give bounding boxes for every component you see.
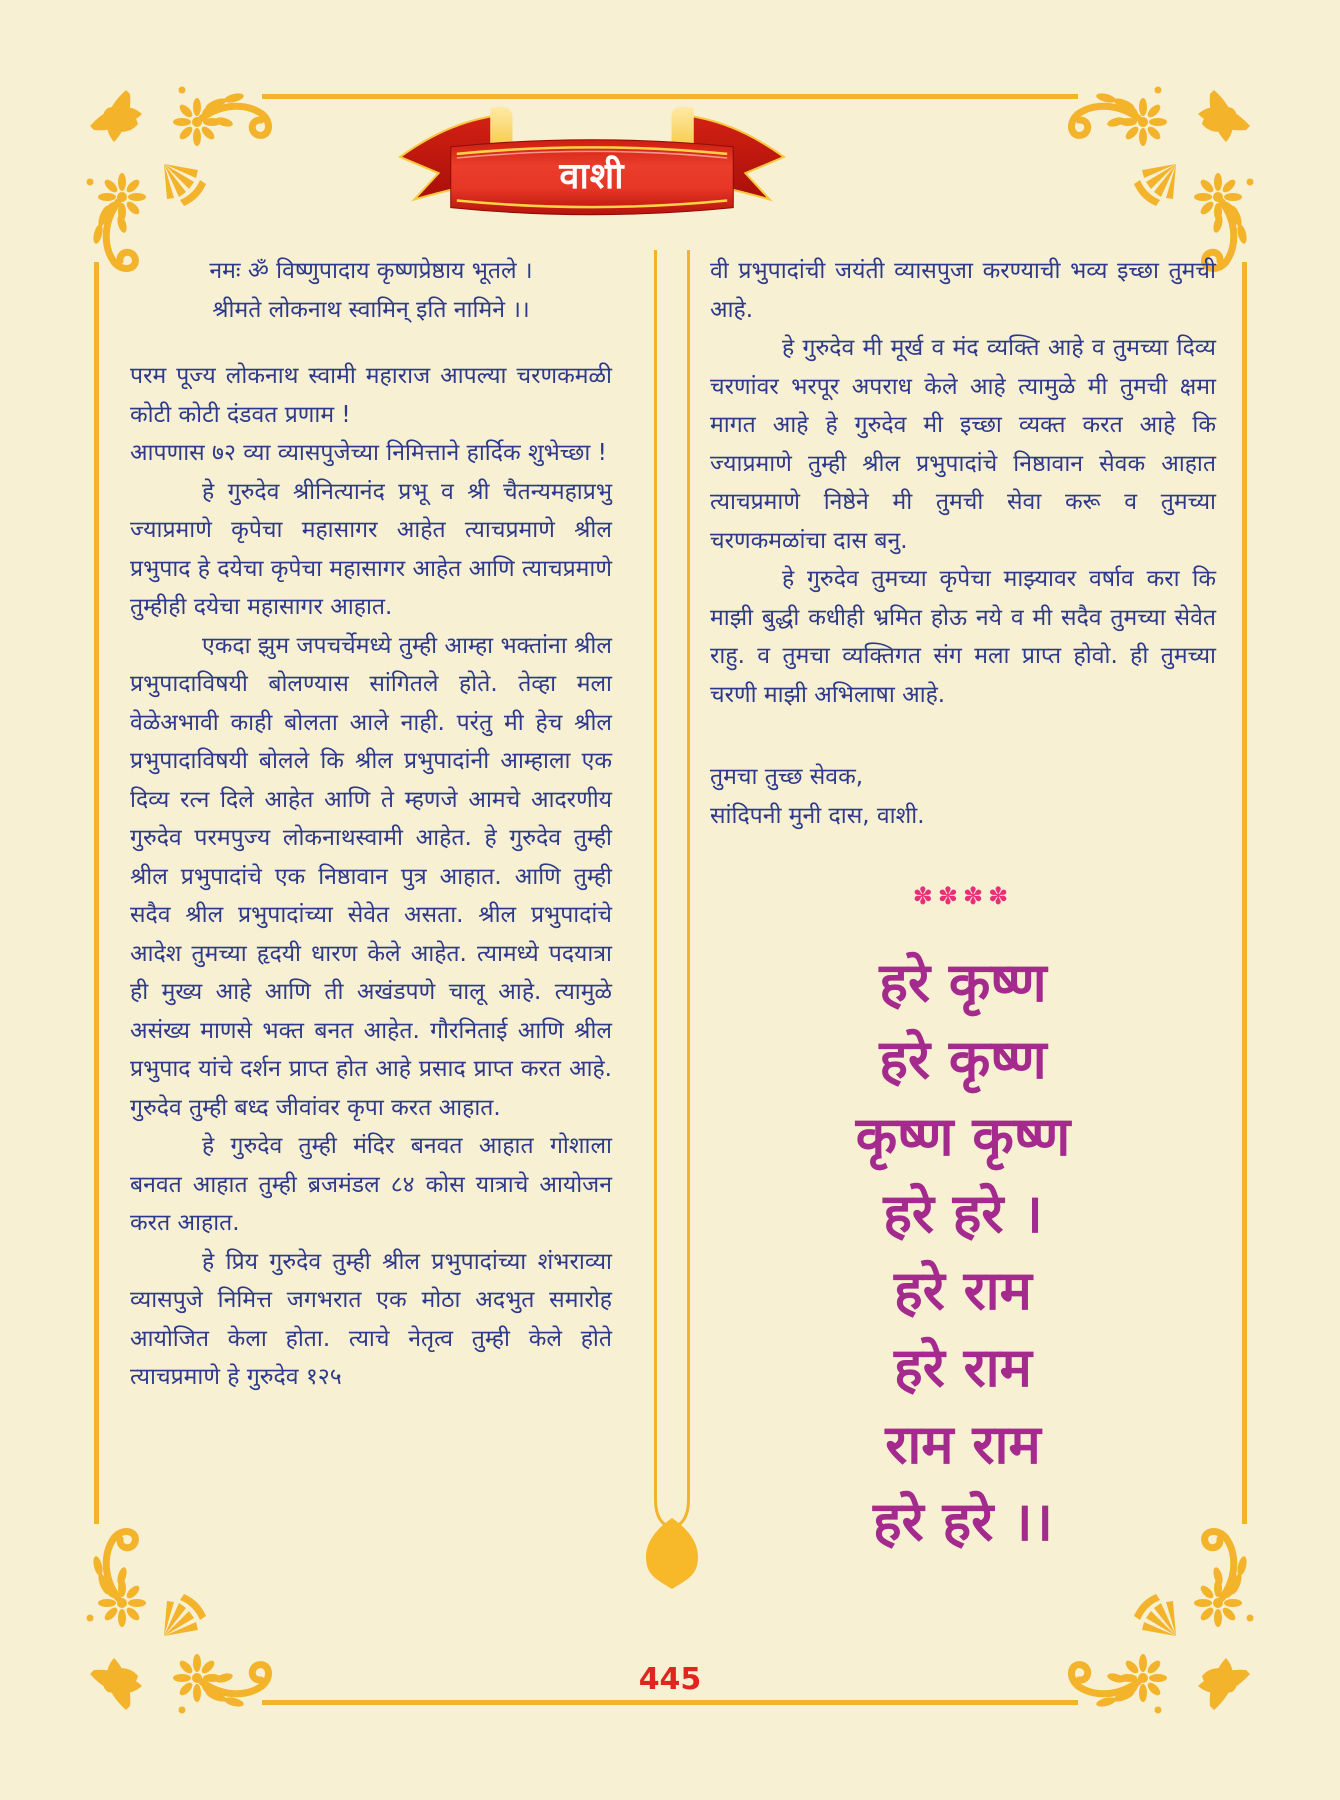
mantra-line: हरे हरे ।। [872,1488,1054,1553]
page-title: वाशी [559,156,625,197]
paragraph: हे गुरुदेव मी मूर्ख व मंद व्यक्ति आहे व तुमच्या दिव्य चरणांवर भरपूर अपराध केले आहे त्यामुळे मी तुमची क्षमा मागत आहे हे गुरुदेव मी इच्छा व्यक्त करत आहे कि ज्याप्रमाणे तुम्ही श्रील प्रभुपादांचे निष्ठावान सेवक आहात त्याचप्रमाणे निष्ठेने मी तुमची सेवा करू व तुमच्या चरणकमळांचा दास बनु. [710,335,1216,554]
paragraph: एकदा झुम जपचर्चेमध्ये तुम्ही आम्हा भक्तांना श्रील प्रभुपादाविषयी बोलण्यास सांगितले होते. तेव्हा मला वेळेअभावी काही बोलता आले नाही. परंतु मी हेच श्रील प्रभुपादाविषयी बोलले कि श्रील प्रभुपादांनी आम्हाला एक दिव्य रत्न दिले आहेत आणि ते म्हणजे आमचे आदरणीय गुरुदेव परमपुज्य लोकनाथस्वामी आहेत. हे गुरुदेव तुम्ही श्रील प्रभुपादांचे एक निष्ठावान पुत्र आहात. आणि तुम्ही सदैव श्रील प्रभुपादांच्या सेवेत असता. श्रील प्रभुपादांचे आदेश तुमच्या हृदयी धारण केले आहेत. त्यामध्ये पदयात्रा ही मुख्य आहे आणि ती अखंडपणे चालू आहे. त्यामुळे असंख्य माणसे भक्त बनत आहेत. गौरनिताई आणि श्रील प्रभुपाद यांचे दर्शन प्राप्त होत आहे प्रसाद प्राप्त करत आहे. गुरुदेव तुम्ही बध्द जीवांवर कृपा करत आहात. [130,632,612,1121]
border-line-right [1242,262,1247,1524]
hare-krishna-mantra [710,944,1216,1560]
asterisk-separator: ✽✽✽✽ [912,882,1014,910]
paragraph: परम पूज्य लोकनाथ स्वामी महाराज आपल्या चरणकमळी कोटी कोटी दंडवत प्रणाम ! [130,363,612,428]
left-text-column [130,252,612,1397]
corner-flourish-icon [64,1521,279,1736]
border-line-left [94,262,99,1524]
signature-block [710,758,1216,835]
border-line-bottom [262,1700,1078,1705]
invocation-line: श्रीमते लोकनाथ स्वामिन् इति नामिने ।। [212,296,530,323]
paragraph: हे गुरुदेव तुम्ही मंदिर बनवत आहात गोशाला बनवत आहात तुम्ही ब्रजमंडल ८४ कोस यात्राचे आयोजन करत आहात. [130,1133,612,1236]
border-line-top [262,94,1078,99]
paragraph: आपणास ७२ व्या व्यासपुजेच्या निमित्ताने हार्दिक शुभेच्छा ! [130,440,607,466]
right-text-column [710,252,1216,1560]
page-number: 445 [638,1662,702,1697]
mantra-line: हरे कृष्ण [879,949,1047,1014]
mantra-line: हरे राम [894,1334,1032,1399]
invocation-verse [130,252,612,329]
paragraph: हे गुरुदेव तुमच्या कृपेचा माझ्यावर वर्षाव करा कि माझी बुद्धी कधीही भ्रमित होऊ नये व मी सदैव तुमच्या सेवेत राहु. व तुमचा व्यक्तिगत संग मला प्राप्त होवो. ही तुमच्या चरणी माझी अभिलाषा आहे. [710,566,1216,708]
mantra-line: राम राम [885,1411,1041,1476]
mantra-line: हरे राम [894,1257,1032,1322]
corner-flourish-icon [1061,64,1276,279]
paragraph: हे प्रिय गुरुदेव तुम्ही श्रील प्रभुपादांच्या शंभराव्या व्यासपुजे निमित्त जगभरात एक मोठा अदभुत समारोह आयोजित केला होता. त्याचे नेतृत्व तुम्ही केले होते त्याचप्रमाणे हे गुरुदेव १२५ [130,1248,612,1390]
invocation-line: नमः ॐ विष्णुपादाय कृष्णप्रेष्ठाय भूतले । [209,258,533,284]
paragraph: हे गुरुदेव श्रीनित्यानंद प्रभू व श्री चैतन्यमहाप्रभु ज्याप्रमाणे कृपेचा महासागर आहेत त्याचप्रमाणे श्रील प्रभुपाद हे दयेचा कृपेचा महासागर आहेत आणि त्याचप्रमाणे तुम्हीही दयेचा महासागर आहात. [130,478,612,620]
signature-line: तुमचा तुच्छ सेवक, [710,764,864,790]
corner-flourish-icon [64,64,279,279]
mantra-line: हरे हरे । [883,1180,1043,1245]
paragraph: वी प्रभुपादांची जयंती व्यासपुजा करण्याची भव्य इच्छा तुमची आहे. [710,258,1216,323]
column-divider-icon [639,250,705,1590]
mantra-line: हरे कृष्ण [879,1026,1047,1091]
signature-line: सांदिपनी मुनी दास, वाशी. [710,802,925,829]
mantra-line: कृष्ण कृष्ण [855,1103,1071,1168]
